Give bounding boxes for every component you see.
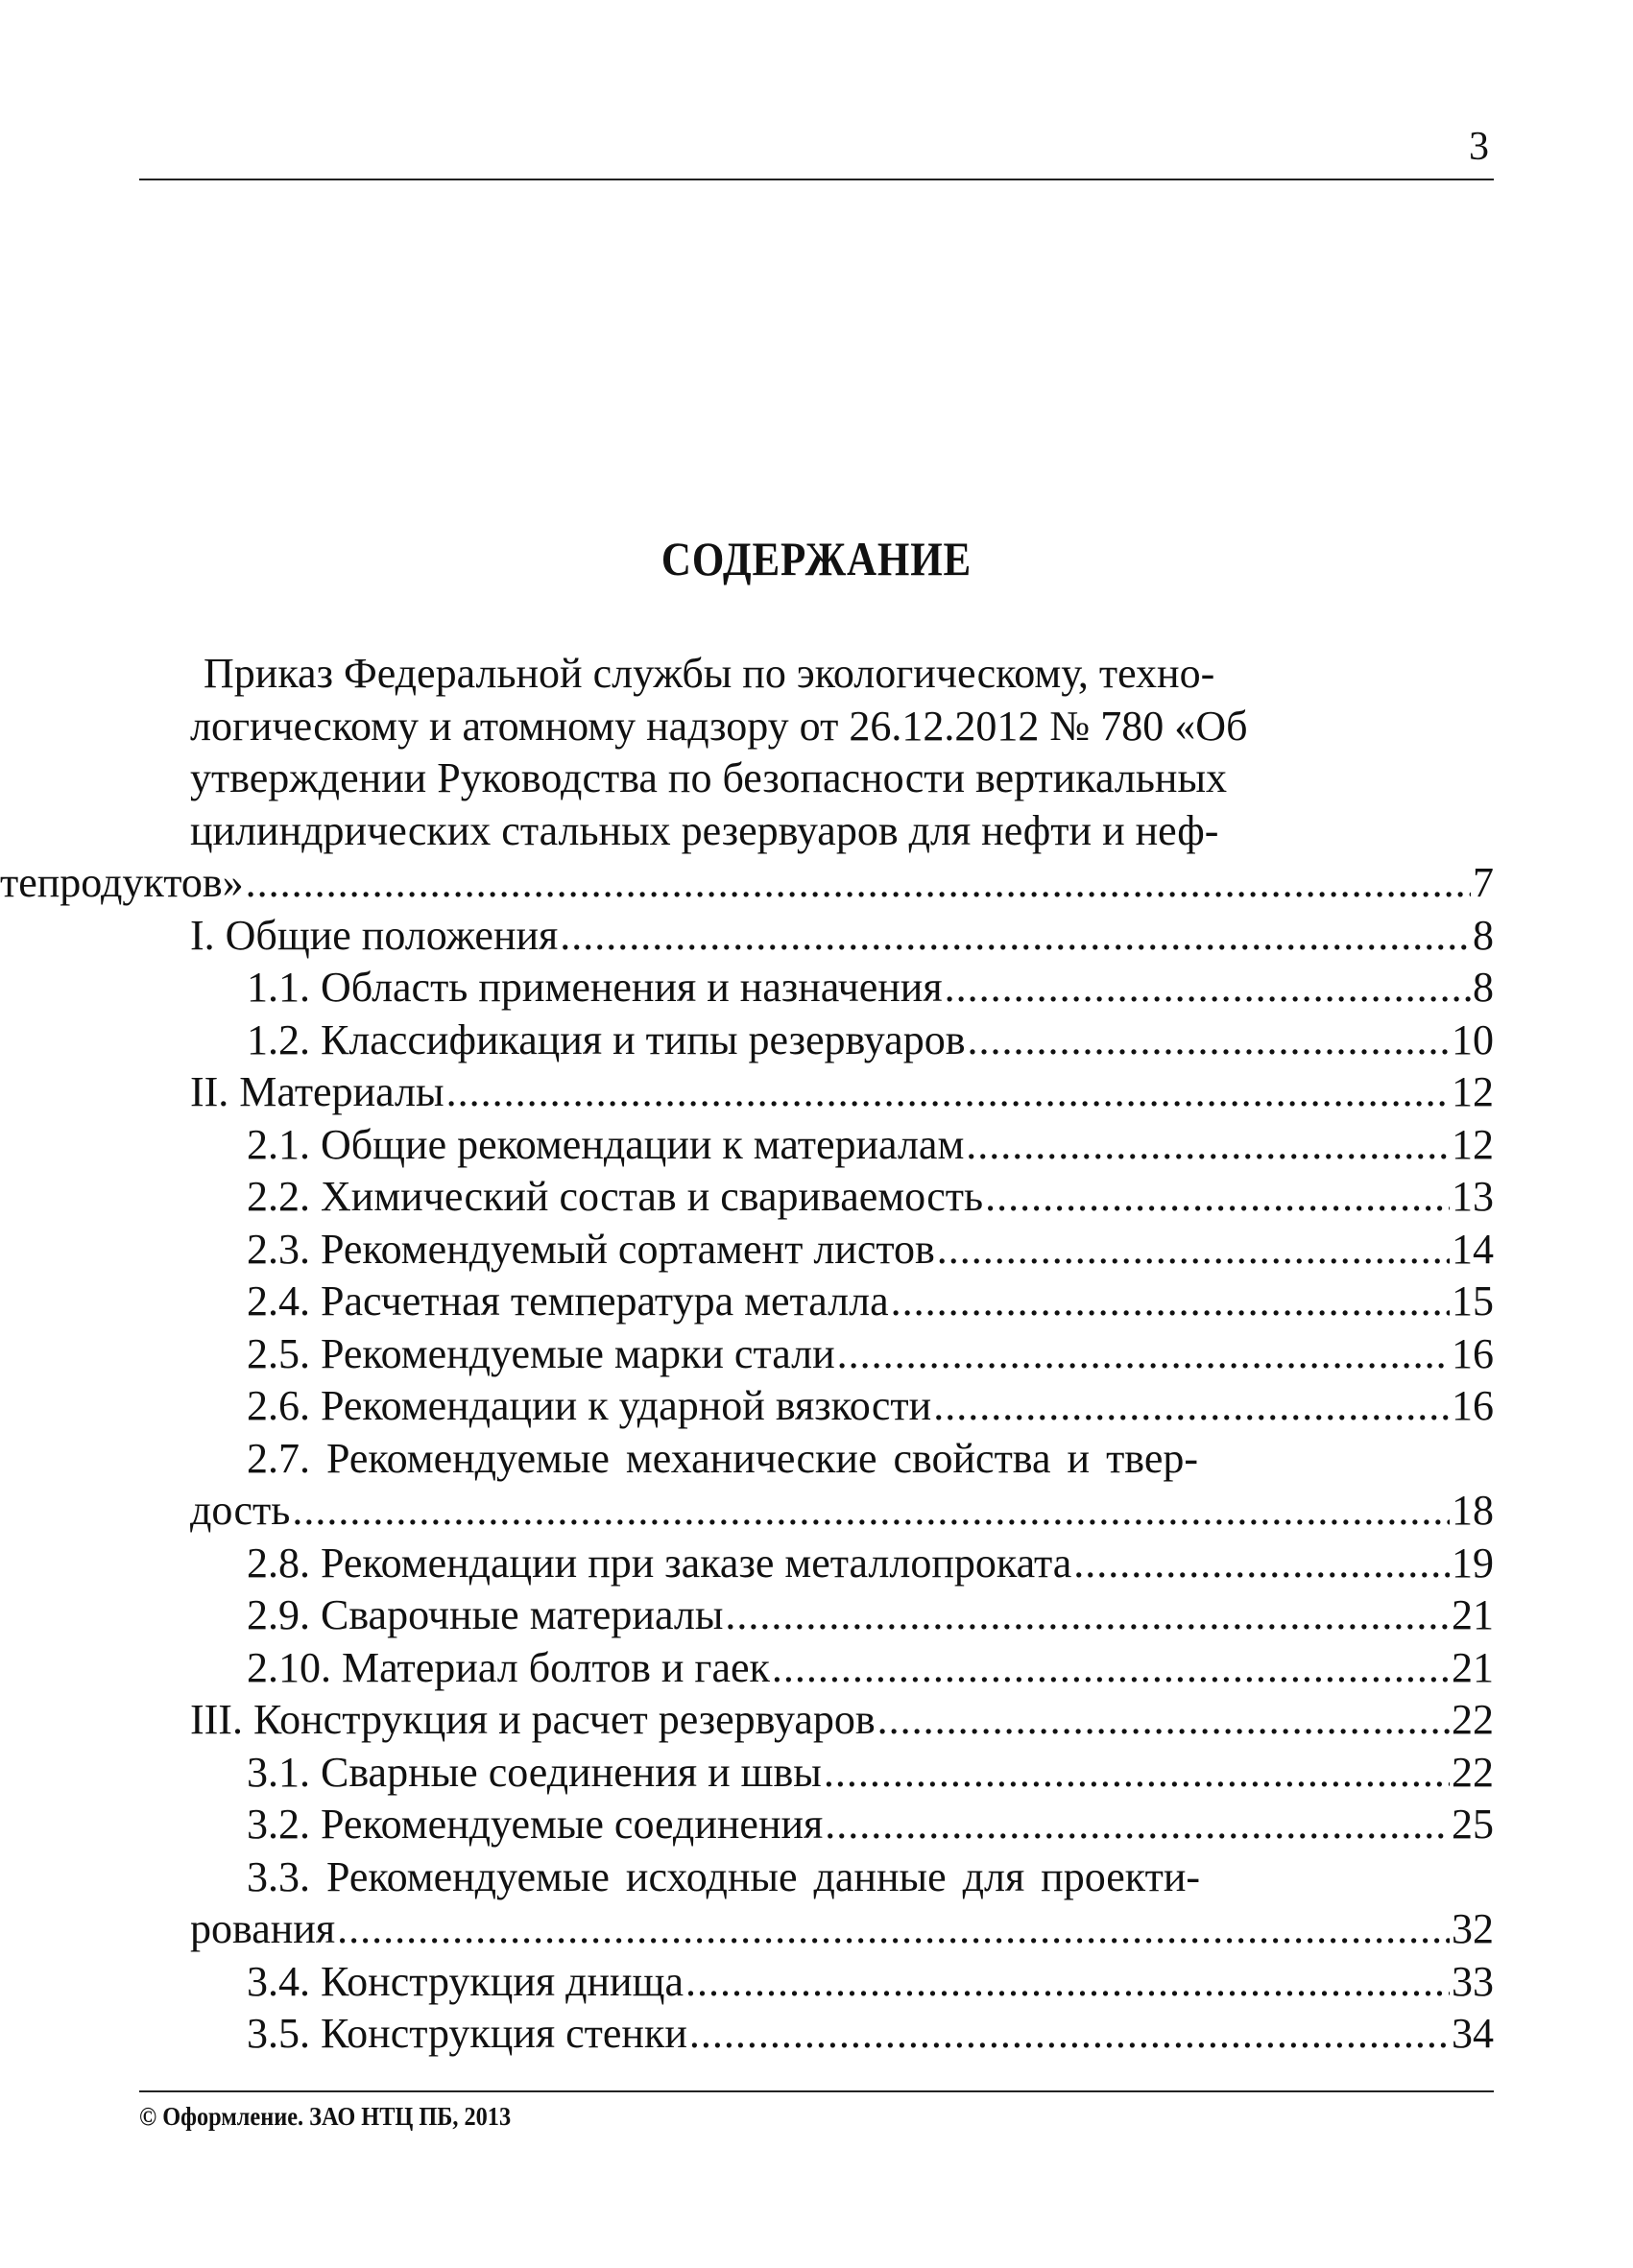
toc-leader (937, 1224, 1450, 1277)
toc-leader (967, 1015, 1450, 1067)
toc-leader (966, 1119, 1450, 1172)
toc-entry-label: 2.8. Рекомендации при заказе металлопроката (247, 1539, 1072, 1587)
toc-leader (825, 1799, 1450, 1851)
toc-entry-page: 19 (1452, 1539, 1494, 1587)
toc-entry-wrap-line: 2.7. Рекомендуемые механические свойства и твер- (247, 1434, 1198, 1482)
toc-entry-page: 22 (1452, 1696, 1494, 1743)
toc-entry-label: 1.2. Классификация и типы резервуаров (247, 1015, 966, 1063)
toc-intro-line: логическому и атомному надзору от 26.12.2012 № 780 «Об (190, 702, 1248, 750)
toc-entry[interactable] (247, 1747, 1494, 1800)
toc-leader (337, 1903, 1450, 1956)
header-rule (139, 179, 1494, 180)
toc-entry-label: 3.1. Сварные соединения и швы (247, 1748, 822, 1796)
toc-entry-label: 2.3. Рекомендуемый сортамент листов (247, 1225, 935, 1273)
toc-intro-line: утверждении Руководства по безопасности вертикальных (190, 754, 1228, 801)
toc-entry-label: 1.1. Область применения и назначения (247, 964, 943, 1011)
toc-entry-label: 2.4. Расчетная температура металла (247, 1277, 889, 1325)
toc-entry-page: 12 (1452, 1068, 1494, 1115)
toc-entry[interactable] (190, 1485, 1494, 1538)
toc-entry[interactable] (247, 1015, 1494, 1067)
toc-entry-page: 32 (1452, 1905, 1494, 1952)
toc-entry[interactable] (247, 1589, 1494, 1642)
toc-entry-page: 25 (1452, 1801, 1494, 1848)
toc-leader (933, 1380, 1450, 1433)
toc-entry-label: I. Общие положения (190, 911, 559, 959)
toc-entry[interactable] (247, 1119, 1494, 1172)
toc-leader (985, 1171, 1450, 1224)
toc-leader (1073, 1538, 1450, 1590)
toc-entry[interactable] (247, 2008, 1494, 2061)
toc-entry-page: 8 (1473, 964, 1494, 1011)
toc-leader (292, 1485, 1450, 1538)
copyright-note: © Оформление. ЗАО НТЦ ПБ, 2013 (139, 2102, 512, 2131)
toc-entry-page: 16 (1452, 1382, 1494, 1429)
toc-entry-wrap-line: 3.3. Рекомендуемые исходные данные для проекти- (247, 1852, 1201, 1900)
toc-leader (560, 910, 1471, 963)
toc-leader (837, 1328, 1450, 1381)
toc-entry[interactable] (247, 1380, 1494, 1433)
toc-entry-label: II. Материалы (190, 1068, 444, 1115)
toc-leader (945, 962, 1471, 1015)
toc-leader (824, 1747, 1450, 1800)
toc-entry-label: 2.2. Химический состав и свариваемость (247, 1173, 984, 1220)
toc-entry-label: 2.1. Общие рекомендации к материалам (247, 1120, 965, 1168)
toc-entry-page: 18 (1452, 1487, 1494, 1534)
toc-entry-label: 2.5. Рекомендуемые марки стали (247, 1329, 835, 1377)
toc-entry-label: 3.2. Рекомендуемые соединения (247, 1801, 824, 1848)
toc-entry-label: III. Конструкция и расчет резервуаров (190, 1696, 876, 1743)
toc-entry[interactable] (190, 910, 1494, 963)
toc-entry-page: 13 (1452, 1173, 1494, 1220)
toc-entry-page: 21 (1452, 1643, 1494, 1691)
toc-entry-label: 2.6. Рекомендации к ударной вязкости (247, 1382, 932, 1429)
toc-entry-page: 22 (1452, 1748, 1494, 1796)
toc-entry-label: 2.10. Материал болтов и гаек (247, 1643, 770, 1691)
toc-entry[interactable] (247, 1799, 1494, 1851)
toc-leader (689, 2008, 1450, 2061)
toc-entry-page: 10 (1452, 1015, 1494, 1063)
toc-entry-page: 8 (1473, 911, 1494, 959)
toc-entry[interactable] (247, 1538, 1494, 1590)
footer-rule (139, 2090, 1494, 2092)
page-number: 3 (1469, 125, 1489, 169)
toc-leader (685, 1956, 1450, 2009)
toc-entry-label: 3.5. Конструкция стенки (247, 2010, 687, 2057)
toc-entry-label: 2.9. Сварочные материалы (247, 1591, 724, 1638)
toc-entry-page: 15 (1452, 1277, 1494, 1325)
toc-entry-page: 34 (1452, 2010, 1494, 2057)
toc-leader (725, 1589, 1450, 1642)
toc-entry[interactable] (190, 1066, 1494, 1119)
toc-entry[interactable] (247, 962, 1494, 1015)
toc-leader (891, 1276, 1450, 1328)
toc-entry-page: 16 (1452, 1329, 1494, 1377)
toc-leader (446, 1066, 1450, 1119)
toc-entry[interactable] (247, 1328, 1494, 1381)
toc-entry[interactable] (247, 1224, 1494, 1277)
toc-leader (877, 1694, 1450, 1747)
toc-entry-label: тепродуктов» (0, 859, 244, 906)
toc-entry-page: 12 (1452, 1120, 1494, 1168)
toc-entry-page: 33 (1452, 1957, 1494, 2005)
toc-entry[interactable] (247, 1642, 1494, 1695)
toc-entry[interactable] (0, 857, 1494, 910)
toc-entry[interactable] (247, 1171, 1494, 1224)
toc-intro-line: Приказ Федеральной службы по экологическому, техно- (204, 650, 1215, 697)
toc-entry[interactable] (247, 1956, 1494, 2009)
toc-entry-page: 21 (1452, 1591, 1494, 1638)
toc-leader (246, 857, 1471, 910)
toc-entry-label: рования (190, 1905, 336, 1952)
page-title: СОДЕРЖАНИЕ (660, 532, 973, 585)
toc-entry-page: 7 (1473, 859, 1494, 906)
toc-entry[interactable] (190, 1694, 1494, 1747)
toc-entry-page: 14 (1452, 1225, 1494, 1273)
toc-intro-line: цилиндрических стальных резервуаров для нефти и неф- (190, 806, 1219, 854)
toc-entry-label: 3.4. Конструкция днища (247, 1957, 684, 2005)
toc-entry-label: дость (190, 1487, 291, 1534)
toc-entry[interactable] (190, 1903, 1494, 1956)
toc-leader (772, 1642, 1450, 1695)
toc-entry[interactable] (247, 1276, 1494, 1328)
table-of-contents (0, 648, 1494, 2061)
